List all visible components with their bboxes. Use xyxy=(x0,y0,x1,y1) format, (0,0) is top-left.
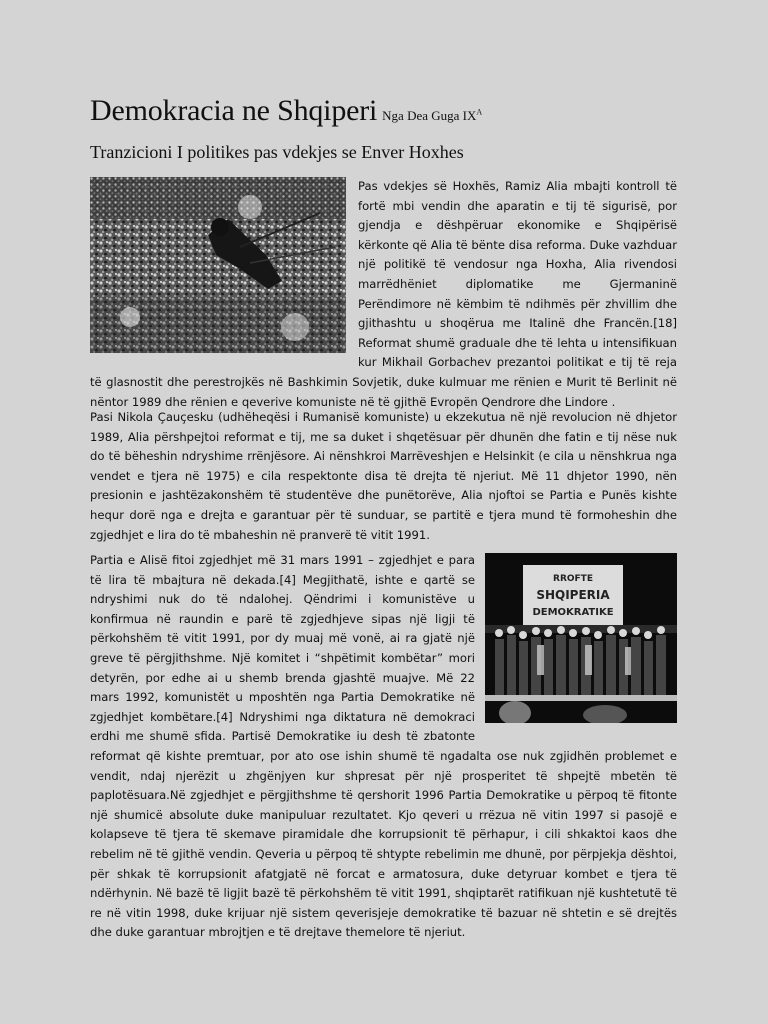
title-line xyxy=(90,93,482,129)
byline-superscript: A xyxy=(476,107,483,117)
page-title: Demokracia ne Shqiperi xyxy=(90,94,378,127)
section-subtitle: Tranzicioni I politikes pas vdekjes se Enver Hoxhes xyxy=(90,142,464,162)
paragraph-3 xyxy=(90,551,677,943)
paragraph-1-text: Pas vdekjes së Hoxhës, Ramiz Alia mbajti kontroll të fortë mbi vendin dhe aparatin e tij të sigurisë, por gjendja e dëshpëruar ekonomike e Shqipërisë kërkonte që Alia të bënte disa reforma. Duke vazhduar një politikë të vendosur nga Hoxha, Alia rivendosi marrëdhëniet diplomatike me Gjermaninë Perëndimore në këmbim të ndihmës për zhvillim dhe gjithashtu u shoqërua me Italinë dhe Francën.[18] Reformat shumë graduale dhe të lehta u intensifikuan kur Mikhail Gorbachev prezantoi politikat e tij të reja të glasnostit dhe perestrojkës në Bashkimin Sovjetik, duke kulmuar me rënien e Murit të Berlinit në nëntor 1989 dhe rënien e qeverive komuniste në të gjithë Evropën Qendrore dhe Lindore . xyxy=(90,179,677,409)
paragraph-1 xyxy=(90,177,677,412)
paragraph-2: Pasi Nikola Çauçesku (udhëheqësi i Rumanisë komuniste) u ekzekutua në një revolucion në dhjetor 1989, Alia përshpejtoi reformat e tij, me sa duket i shqetësuar për dhunën dhe fatin e tij nëse nuk do të bëheshin ndryshime rrënjësore. Ai nënshkroi Marrëveshjen e Helsinkit (e cila u nënshkrua nga vendet e tjera në 1975) e cila respektonte disa të drejta të njeriut. Më 11 dhjetor 1990, nën presionin e jashtëzakonshëm të studentëve dhe punëtorëve, Alia njoftoi se Partia e Punës kishte hequr dorë nga e drejta e garantuar për të sunduar, se partitë e tjera mund të formoheshin dhe zgjedhjet e lira do të mbaheshin në pranverë të vitit 1991. xyxy=(90,410,677,542)
paragraph-3-text: Partia e Alisë fitoi zgjedhjet më 31 mars 1991 – zgjedhjet e para të lira të mbajtura në dekada.[4] Megjithatë, ishte e qartë se ndryshimi nuk do të ndalohej. Qëndrimi i komunistëve u konfirmua në raundin e parë të zgjedhjeve sipas një ligji të përkohshëm të vitit 1991, por dy muaj më vonë, ai ra gjatë një greve të përgjithshme. Një komitet i “shpëtimit kombëtar” mori detyrën, por edhe ai u shemb brenda gjashtë muajve. Më 22 mars 1992, komunistët u mposhtën nga Partia Demokratike në zgjedhjet kombëtare.[4] Ndryshimi nga diktatura në demokraci erdhi me shumë sfida. Partisë Demokratike iu desh të zbatonte reformat që kishte premtuar, por ato ose ishin shumë të ngadalta ose nuk zgjidhën problemet e vendit, ndaj njerëzit u zhgënjyen kur shpresat për një prosperitet të shpejtë mbetën të paplotësuara.Në zgjedhjet e përgjithshme të qershorit 1996 Partia Demokratike u përpoq të fitonte një shumicë absolute duke manipuluar rezultatet. Kjo qeveri u rrëzua në vitin 1997 si pasojë e kolapseve të tjera të skemave piramidale dhe korrupsionit të përhapur, i cili shkaktoi kaos dhe rebelim në të gjithë vendin. Qeveria u përpoq të shtypte rebelimin me dhunë, por përpjekja dështoi, për shkak të korrupsionit afatgjatë në forcat e armatosura, duke detyruar kombet e tjera të ndërhynin. Në bazë të ligjit bazë të përkohshëm të vitit 1991, shqiptarët ratifikuan një kushtetutë të re në vitin 1998, duke krijuar një sistem qeverisjeje demokratike të bazuar në shtetin e së drejtës dhe duke garantuar mbrojtjen e të drejtave themelore të njeriut. xyxy=(90,553,677,940)
banner-line-3: DEMOKRATIKE xyxy=(532,607,614,618)
banner-line-2: SHQIPERIA xyxy=(536,588,610,602)
rally-stage-photo xyxy=(485,553,677,723)
byline-text: Nga Dea Guga IX xyxy=(382,108,477,123)
banner-line-1: RROFTE xyxy=(553,574,593,584)
crowd-statue-photo xyxy=(90,177,346,353)
author-byline xyxy=(382,108,482,123)
